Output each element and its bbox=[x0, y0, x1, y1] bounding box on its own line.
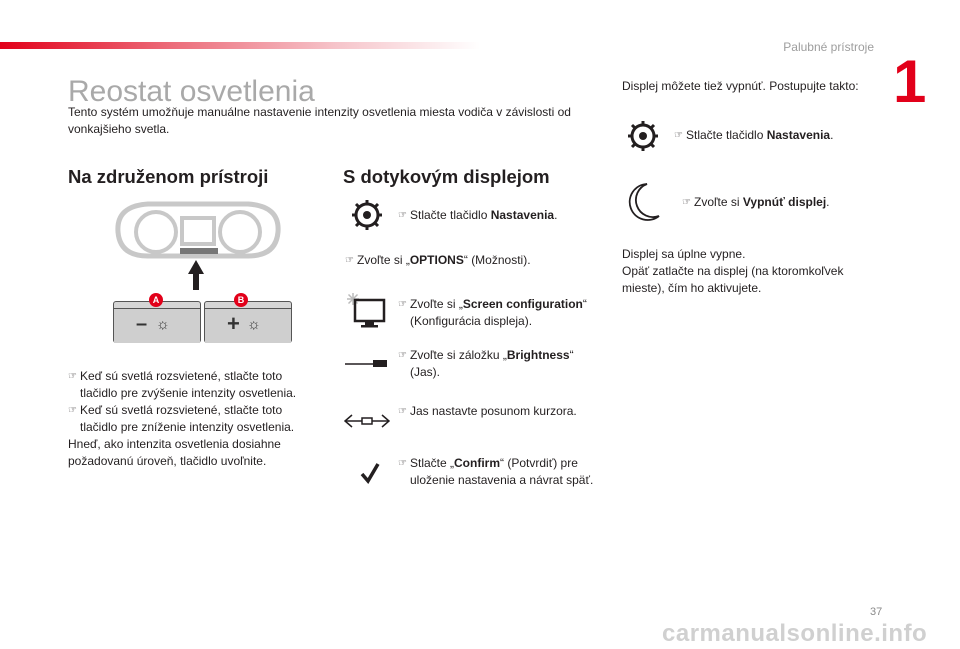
page-number: 37 bbox=[870, 606, 883, 618]
dimmer-button-b[interactable] bbox=[204, 301, 292, 343]
touchscreen-step-2: ☞ Zvoľte si „OPTIONS“ (Možnosti). bbox=[345, 253, 531, 267]
bullet-icon: ☞ bbox=[674, 130, 683, 141]
dimmer-button-a[interactable] bbox=[113, 301, 201, 343]
bullet-icon: ☞ bbox=[68, 405, 77, 416]
bullet-icon: ☞ bbox=[682, 197, 691, 208]
slider-cursor-icon bbox=[344, 413, 390, 429]
bullet-icon: ☞ bbox=[398, 299, 407, 310]
chapter-name: Palubné prístroje bbox=[783, 40, 874, 54]
badge-b: B bbox=[234, 293, 248, 307]
display-off-step-2: ☞ Zvoľte si Vypnúť displej. bbox=[682, 195, 830, 209]
brightness-icon: ☼ bbox=[156, 316, 170, 333]
list-item: ☞ Keď sú svetlá rozsvietené, stlačte toto tlačidlo pre zvýšenie intenzity osvetlenia. bbox=[68, 369, 297, 400]
display-off-step-1: ☞ Stlačte tlačidlo Nastavenia. bbox=[674, 128, 834, 142]
brightness-tab-icon bbox=[345, 357, 389, 369]
bullet-icon: ☞ bbox=[398, 350, 407, 361]
watermark: carmanualsonline.info bbox=[662, 620, 928, 647]
bullet-icon: ☞ bbox=[398, 458, 407, 469]
touchscreen-step-5: ☞ Jas nastavte posunom kurzora. bbox=[398, 404, 577, 418]
bullet-icon: ☞ bbox=[345, 255, 354, 266]
bullet-icon: ☞ bbox=[398, 406, 407, 417]
minus-icon: – bbox=[136, 313, 148, 335]
badge-a: A bbox=[149, 293, 163, 307]
settings-gear-icon bbox=[627, 120, 659, 152]
release-note: Hneď, ako intenzita osvetlenia dosiahne požadovanú úroveň, tlačidlo uvoľnite. bbox=[68, 437, 281, 468]
display-off-intro: Displej môžete tiež vypnúť. Postupujte takto: bbox=[622, 79, 859, 93]
brightness-icon: ☼ bbox=[247, 316, 261, 333]
section-heading-cluster: Na združenom prístroji bbox=[68, 166, 269, 187]
bullet-icon: ☞ bbox=[398, 210, 407, 221]
confirm-checkmark-icon bbox=[360, 462, 380, 484]
screen-configuration-icon bbox=[345, 292, 387, 330]
bullet-icon: ☞ bbox=[68, 371, 77, 382]
header-accent-bar bbox=[0, 42, 480, 49]
display-off-notes: Displej sa úplne vypne. Opäť zatlačte na displej (na ktoromkoľvek mieste), čím ho aktivujete. bbox=[622, 247, 844, 295]
touchscreen-step-6: ☞ Stlačte „Confirm“ (Potvrdiť) pre uloženie nastavenia a návrat späť. bbox=[398, 456, 594, 487]
chapter-number: 1 bbox=[893, 48, 927, 115]
instrument-cluster-illustration bbox=[108, 198, 288, 262]
intro-text: Tento systém umožňuje manuálne nastavenie intenzity osvetlenia miesta vodiča v závislosti od vonkajšieho svetla. bbox=[68, 105, 571, 136]
list-item: ☞ Keď sú svetlá rozsvietené, stlačte toto tlačidlo pre zníženie intenzity osvetlenia. bbox=[68, 403, 295, 434]
plus-icon: + bbox=[227, 311, 240, 336]
cluster-instructions bbox=[68, 368, 313, 470]
arrow-up-icon bbox=[188, 260, 204, 290]
page-title: Reostat osvetlenia bbox=[68, 75, 315, 108]
touchscreen-step-3: ☞ Zvoľte si „Screen configuration“ (Konfigurácia displeja). bbox=[398, 297, 587, 328]
settings-gear-icon bbox=[351, 199, 383, 231]
touchscreen-step-1: ☞ Stlačte tlačidlo Nastavenia. bbox=[398, 208, 558, 222]
moon-icon bbox=[625, 182, 661, 222]
section-heading-touchscreen: S dotykovým displejom bbox=[343, 166, 550, 187]
touchscreen-step-4: ☞ Zvoľte si záložku „Brightness“ (Jas). bbox=[398, 348, 574, 379]
